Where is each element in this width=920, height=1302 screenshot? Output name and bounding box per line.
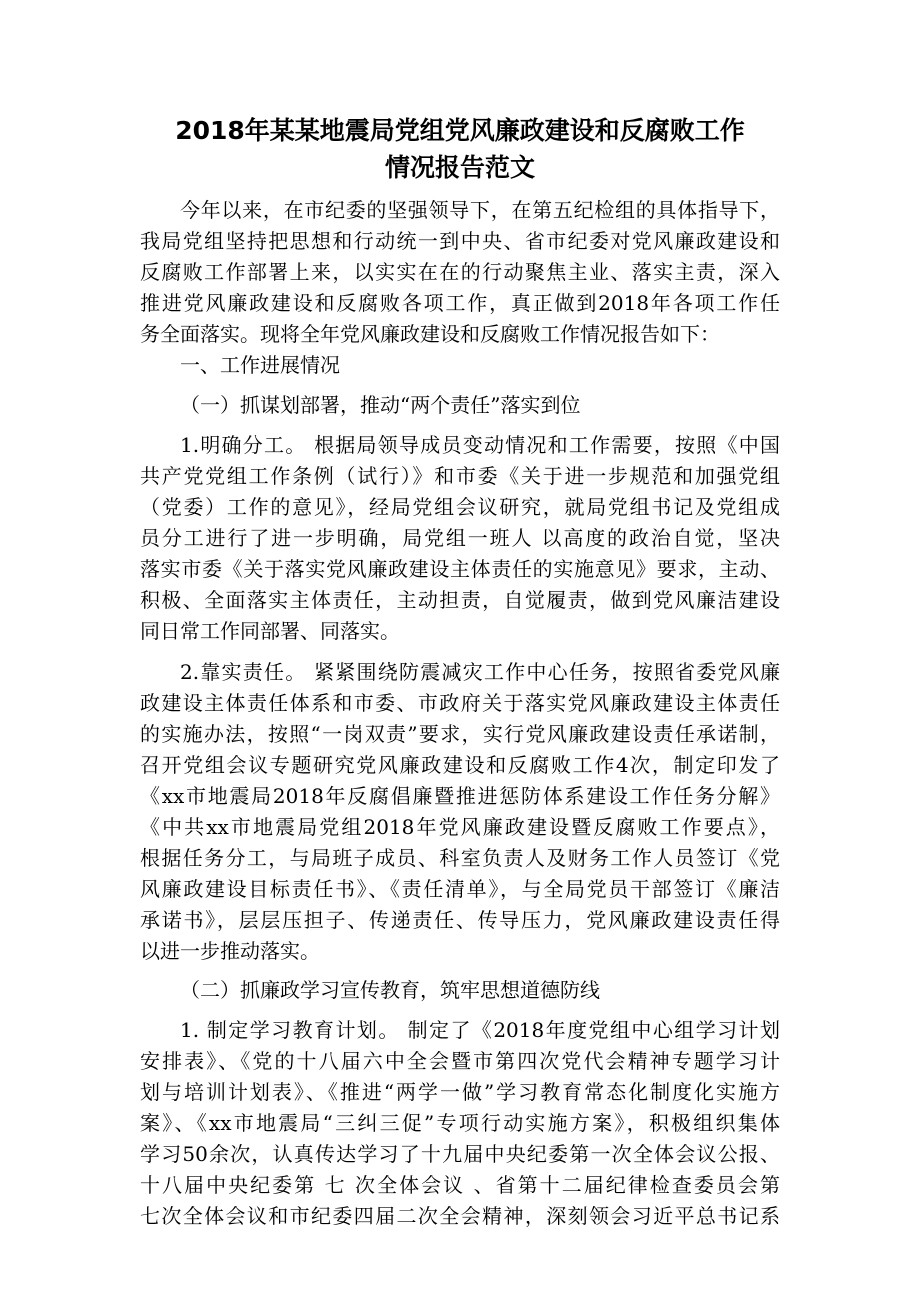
paragraph-line: 政建设主体责任体系和市委、市政府关于落实党风廉政建设主体责任: [140, 691, 780, 715]
paragraph-line: 十八届中央纪委第 七 次全体会议 、省第十二届纪律检查委员会第: [140, 1173, 780, 1197]
title-line: 2018年某某地震局党组党风廉政建设和反腐败工作: [175, 116, 745, 145]
paragraph-line: 共产党党组工作条例（试行）》和市委《关于进一步规范和加强党组: [140, 464, 780, 488]
paragraph-line: 同日常工作同部署、同落实。: [140, 619, 400, 643]
paragraph-line: 务全面落实。现将全年党风廉政建设和反腐败工作情况报告如下：: [140, 322, 720, 346]
paragraph-line: 积极、全面落实主体责任，主动担责，自觉履责，做到党风廉洁建设: [140, 588, 780, 612]
paragraph-line: 1.明确分工。 根据局领导成员变动情况和工作需要，按照《中国: [180, 433, 780, 457]
paragraph-line: 划与培训计划表》、《推进“两学一做”学习教育常态化制度化实施方: [140, 1080, 780, 1104]
paragraph-line: 根据任务分工，与局班子成员、科室负责人及财务工作人员签订《党: [140, 846, 780, 870]
paragraph-line: （党委）工作的意见》，经局党组会议研究，就局党组书记及党组成: [140, 495, 780, 519]
section-heading: 一、工作进展情况: [180, 353, 340, 377]
subsection-heading: （二）抓廉政学习宣传教育，筑牢思想道德防线: [180, 978, 600, 1002]
subsection-heading: （一）抓谋划部署，推动“两个责任”落实到位: [180, 393, 581, 417]
paragraph-line: 2.靠实责任。 紧紧围绕防震减灾工作中心任务，按照省委党风廉: [180, 660, 780, 684]
paragraph-line: 承诺书》，层层压担子、传递责任、传导压力，党风廉政建设责任得: [140, 908, 780, 932]
paragraph-line: 《中共xx市地震局党组2018年党风廉政建设暨反腐败工作要点》，: [140, 815, 780, 839]
paragraph-line: 风廉政建设目标责任书》、《责任清单》，与全局党员干部签订《廉洁: [140, 877, 780, 901]
paragraph-line: 召开党组会议专题研究党风廉政建设和反腐败工作4次，制定印发了: [140, 753, 780, 777]
paragraph-line: 我局党组坚持把思想和行动统一到中央、省市纪委对党风廉政建设和: [140, 229, 780, 253]
paragraph-line: 案》、《xx市地震局“三纠三促”专项行动实施方案》，积极组织集体: [140, 1111, 780, 1135]
paragraph-line: 的实施办法，按照“一岗双责”要求，实行党风廉政建设责任承诺制，: [140, 722, 780, 746]
paragraph-line: 落实市委《关于落实党风廉政建设主体责任的实施意见》要求，主动、: [140, 557, 780, 581]
paragraph-line: 员分工进行了进一步明确，局党组一班人 以高度的政治自觉，坚决: [140, 526, 780, 550]
paragraph-line: 1. 制定学习教育计划。 制定了《2018年度党组中心组学习计划: [180, 1018, 780, 1042]
paragraph-line: 反腐败工作部署上来，以实实在在的行动聚焦主业、落实主责，深入: [140, 260, 780, 284]
document-title: [140, 112, 780, 186]
paragraph-line: 《xx市地震局2018年反腐倡廉暨推进惩防体系建设工作任务分解》: [140, 784, 780, 808]
paragraph-line: 七次全体会议和市纪委四届二次全会精神，深刻领会习近平总书记系: [140, 1204, 780, 1228]
paragraph-line: 学习50余次，认真传达学习了十九届中央纪委第一次全体会议公报、: [140, 1142, 780, 1166]
title-line: 情况报告范文: [384, 153, 535, 182]
paragraph-line: 今年以来，在市纪委的坚强领导下，在第五纪检组的具体指导下，: [180, 198, 780, 222]
paragraph-line: 推进党风廉政建设和反腐败各项工作，真正做到2018年各项工作任: [140, 291, 780, 315]
paragraph-line: 以进一步推动落实。: [140, 939, 320, 963]
paragraph-line: 安排表》、《党的十八届六中全会暨市第四次党代会精神专题学习计: [140, 1049, 780, 1073]
